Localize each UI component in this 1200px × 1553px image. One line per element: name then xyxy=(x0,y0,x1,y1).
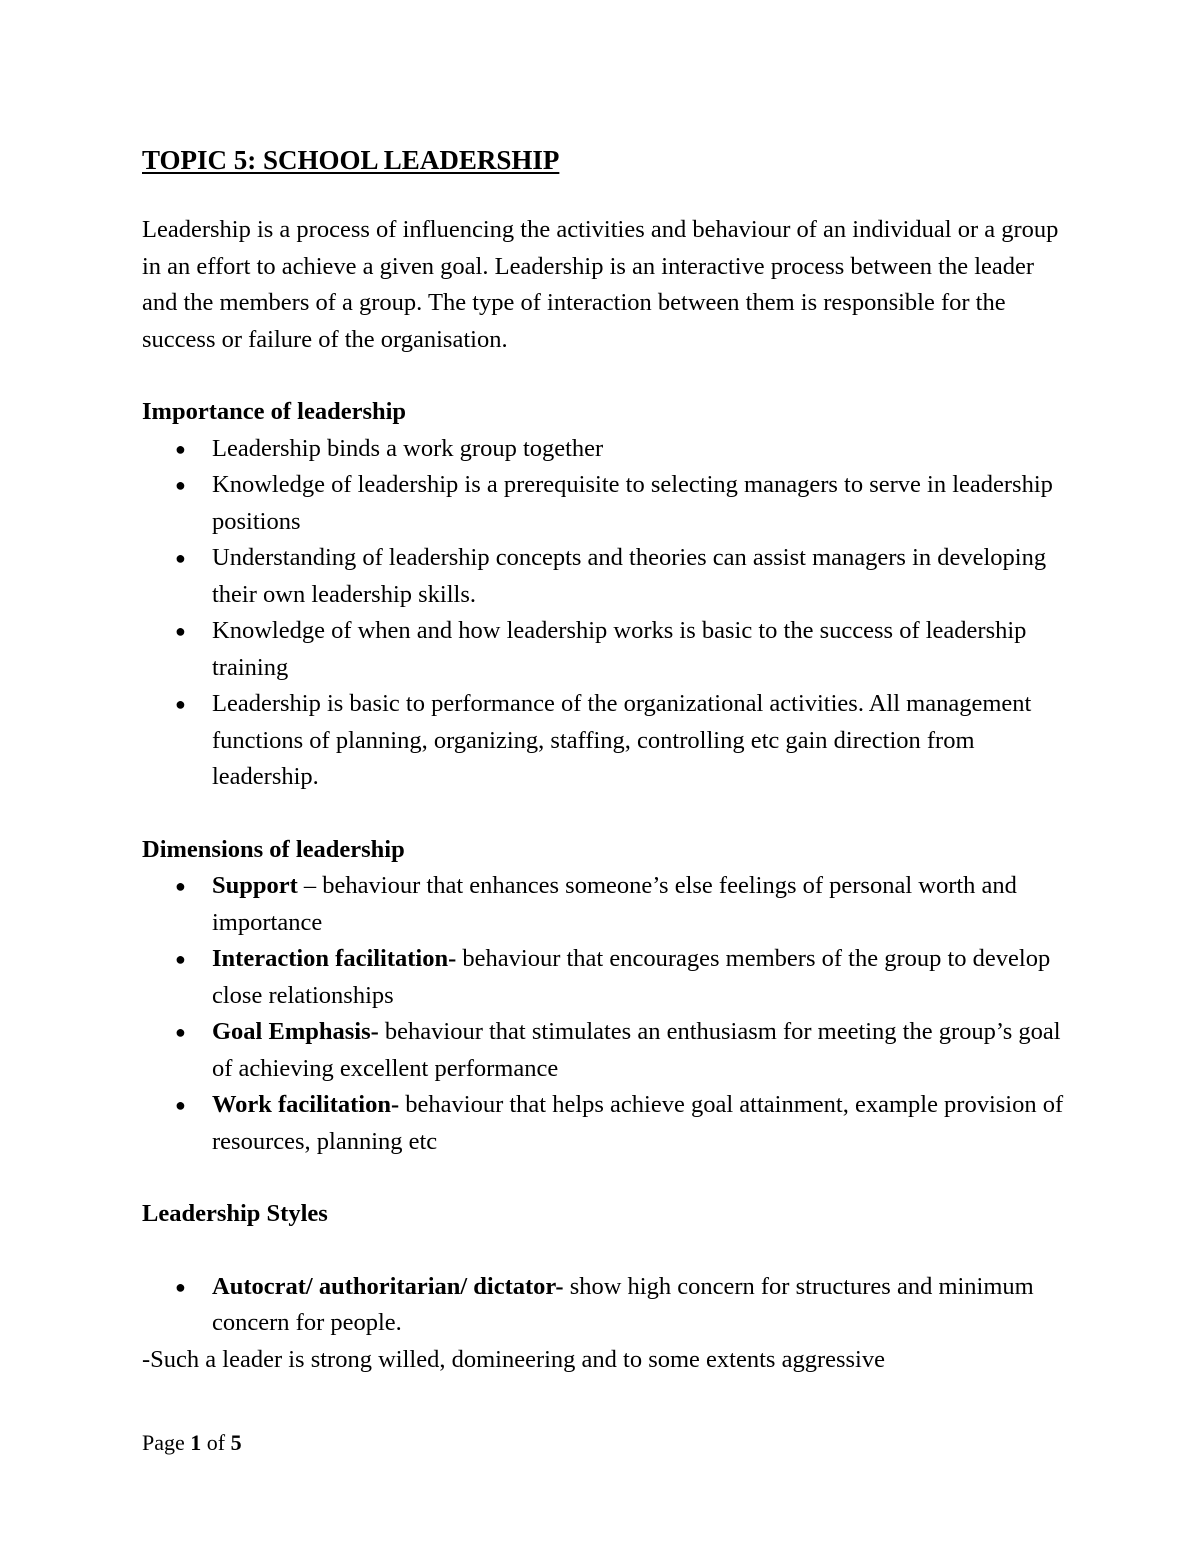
page-label: Page xyxy=(142,1430,185,1455)
bullet-icon: ● xyxy=(175,475,186,495)
importance-heading: Importance of leadership xyxy=(142,398,407,425)
bullet-icon: ● xyxy=(175,621,186,641)
dimension-term: Support xyxy=(212,872,298,899)
list-item xyxy=(142,540,1072,613)
style-text: show high concern for structures and minimum concern for people. xyxy=(212,1272,1034,1336)
list-item xyxy=(142,1087,1072,1160)
style-note: -Such a leader is strong willed, domineering and to some extents aggressive xyxy=(142,1345,885,1373)
bullet-icon: ● xyxy=(175,1276,186,1297)
dimension-text: behaviour that stimulates an enthusiasm for meeting the group’s goal of achieving excellent performance xyxy=(212,1018,1061,1082)
styles-list xyxy=(142,1269,1072,1342)
list-item-text: Knowledge of when and how leadership works is basic to the success of leadership training xyxy=(212,617,1027,681)
importance-list xyxy=(142,431,1072,796)
style-term: Autocrat/ authoritarian/ dictator- xyxy=(212,1272,564,1300)
list-item-text: Leadership binds a work group together xyxy=(212,434,604,462)
list-item-text: Leadership is basic to performance of the organizational activities. All management functions of planning, organizing, staffing, controlling etc gain direction from leadership. xyxy=(212,690,1032,790)
list-item xyxy=(142,1269,1072,1342)
list-item xyxy=(142,941,1072,1014)
bullet-icon: ● xyxy=(175,438,186,459)
page-title: TOPIC 5: SCHOOL LEADERSHIP xyxy=(142,145,560,175)
bullet-icon: ● xyxy=(175,694,186,714)
dimension-term: Goal Emphasis- xyxy=(212,1018,379,1045)
page-footer xyxy=(142,1428,242,1458)
dimension-text: behaviour that helps achieve goal attainment, example provision of resources, planning etc xyxy=(212,1091,1064,1155)
bullet-icon: ● xyxy=(175,949,186,969)
list-item xyxy=(142,613,1072,686)
dimension-term: Interaction facilitation- xyxy=(212,945,457,972)
dimension-text: – behaviour that enhances someone’s else feelings of personal worth and importance xyxy=(212,872,1017,936)
bullet-icon: ● xyxy=(175,1095,186,1115)
list-item-text: Understanding of leadership concepts and theories can assist managers in developing their own leadership skills. xyxy=(212,544,1047,608)
list-item xyxy=(142,467,1072,540)
bullet-icon: ● xyxy=(175,876,186,896)
intro-paragraph: Leadership is a process of influencing the activities and behaviour of an individual or a group in an effort to achieve a given goal. Leadership is an interactive process between the leader and the members of a group. The type of interaction between them is responsible for the success or failure of the organisation. xyxy=(142,216,1059,353)
total-pages: 5 xyxy=(230,1430,242,1455)
bullet-icon: ● xyxy=(175,1022,186,1042)
of-label: of xyxy=(206,1430,226,1455)
styles-heading: Leadership Styles xyxy=(142,1200,328,1227)
dimensions-list xyxy=(142,868,1072,1160)
list-item xyxy=(142,868,1072,941)
list-item-text: Knowledge of leadership is a prerequisite to selecting managers to serve in leadership positions xyxy=(212,471,1053,535)
list-item xyxy=(142,686,1072,796)
dimensions-heading: Dimensions of leadership xyxy=(142,835,405,863)
bullet-icon: ● xyxy=(175,548,186,568)
list-item xyxy=(142,1014,1072,1087)
dimension-term: Work facilitation- xyxy=(212,1091,400,1118)
list-item xyxy=(142,431,1072,468)
dimension-text: behaviour that encourages members of the group to develop close relationships xyxy=(212,945,1051,1009)
page-content xyxy=(142,140,1072,1378)
page-number: 1 xyxy=(190,1430,202,1455)
